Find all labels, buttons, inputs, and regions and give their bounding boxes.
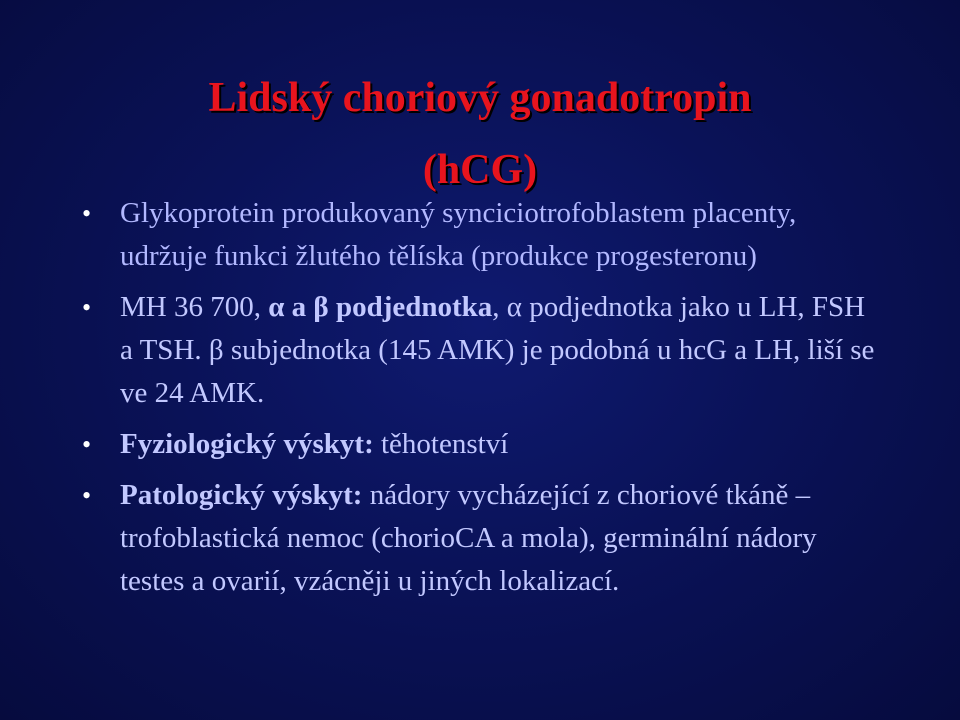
bullet-item-fyziologicky (78, 423, 878, 466)
bullet-dot-icon: • (82, 430, 92, 459)
bullet-list (78, 192, 878, 611)
bullet-text: těhotenství (373, 428, 509, 460)
bullet-dot-icon: • (82, 293, 92, 322)
bullet-label-bold: Fyziologický výskyt: (120, 428, 374, 460)
title-line-1: Lidský choriový gonadotropin (208, 75, 752, 121)
bullet-text: Glykoprotein produkovaný synciciotrofoblastem placenty, udržuje funkci žlutého tělíska (produkce progesteronu) (120, 197, 797, 272)
bullet-item-glykoprotein (78, 192, 878, 278)
bullet-text-end: , α podjednotka jako u LH, FSH a TSH. β subjednotka (145 AMK) je podobná u hcG a LH, liší se ve 24 AMK. (120, 291, 875, 409)
slide-title (0, 62, 960, 206)
bullet-text: nádory vycházející z choriové tkáně – trofoblastická nemoc (chorioCA a mola), germinální nádory testes a ovarií, vzácněji u jiných lokalizací. (120, 479, 817, 597)
bullet-label-bold: Patologický výskyt: (120, 479, 363, 511)
bullet-text-start: MH 36 700, (120, 291, 269, 323)
bullet-dot-icon: • (82, 481, 92, 510)
bullet-dot-icon: • (82, 199, 92, 228)
bullet-item-mh (78, 286, 878, 415)
bullet-text-bold: α a β podjednotka (268, 291, 493, 323)
title-line-2: (hCG) (422, 147, 538, 193)
bullet-item-patologicky (78, 474, 878, 603)
